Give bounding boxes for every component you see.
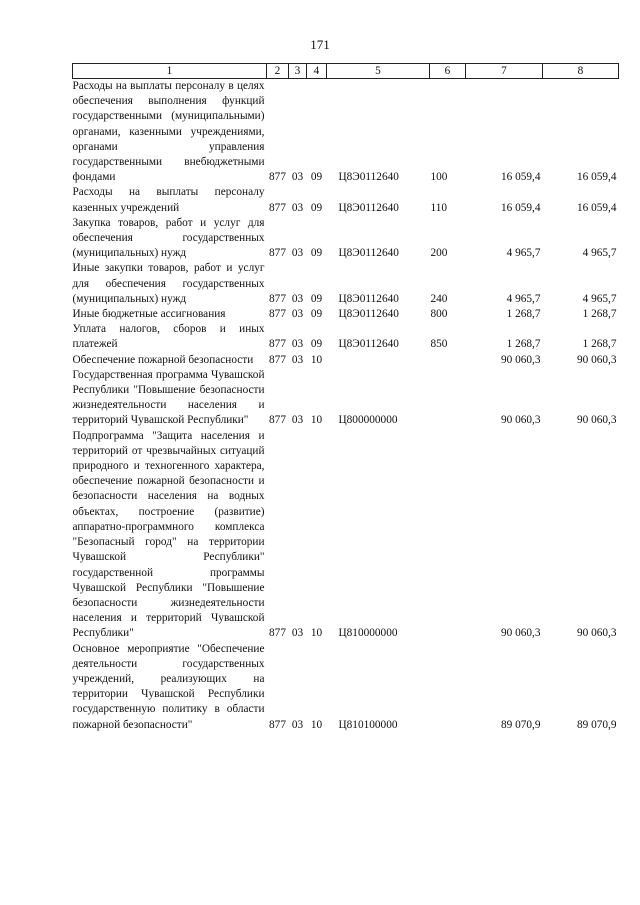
- header-cell-8: 8: [543, 64, 619, 79]
- row-sum-1: 4 965,7: [506, 292, 541, 305]
- row-ministry: 877: [269, 414, 286, 427]
- row-subsection: 09: [310, 338, 323, 351]
- table-row: [73, 79, 619, 186]
- row-target: Ц8Э0112640: [338, 292, 399, 305]
- row-sum-1: 16 059,4: [500, 201, 541, 214]
- row-name: Закупка товаров, работ и услуг для обеспечения государственных (муниципальных) нужд: [72, 216, 265, 260]
- header-cell-1: 1: [73, 64, 267, 79]
- row-name: Подпрограмма "Защита населения и территорий от чрезвычайных ситуаций природного и техногенного характера, обеспечение пожарной безопасности и безопасности населения на водных объектах, построение (развитие) аппаратно-программного комплекса "Безопасный город" на территории Чувашской Республики" государственной программы Чувашской Республики "Повышение безопасности жизнедеятельности населения и территорий Чувашской Республики": [72, 429, 265, 640]
- row-sum-1: 90 060,3: [500, 414, 541, 427]
- table-row: [73, 307, 619, 322]
- row-sum-2: 16 059,4: [576, 201, 617, 214]
- row-section: 03: [291, 338, 304, 351]
- row-sum-2: 1 268,7: [582, 338, 617, 351]
- header-cell-6: 6: [430, 64, 466, 79]
- header-cell-4: 4: [307, 64, 327, 79]
- table-row: [73, 353, 619, 368]
- row-name: Уплата налогов, сборов и иных платежей: [72, 323, 265, 351]
- row-section: 03: [291, 308, 304, 321]
- row-section: 03: [291, 353, 304, 366]
- row-expense-type: 800: [430, 308, 448, 321]
- table-row: [73, 261, 619, 307]
- row-subsection: 10: [310, 718, 323, 731]
- table-body: [73, 79, 619, 733]
- row-name: Основное мероприятие "Обеспечение деятельности государственных учреждений, реализующих на территории Чувашской Республики государственную политику в области пожарной безопасности": [72, 642, 265, 731]
- row-subsection: 09: [310, 292, 323, 305]
- row-sum-1: 4 965,7: [506, 247, 541, 260]
- row-target: Ц810100000: [338, 718, 398, 731]
- row-name: Обеспечение пожарной безопасности: [72, 353, 254, 366]
- row-target: Ц8Э0112640: [338, 171, 399, 184]
- table-row: [73, 322, 619, 352]
- row-subsection: 10: [310, 353, 323, 366]
- row-subsection: 10: [310, 414, 323, 427]
- table-row: [73, 368, 619, 429]
- row-ministry: 877: [269, 627, 286, 640]
- row-target: Ц8Э0112640: [338, 247, 399, 260]
- table-header: [73, 64, 619, 79]
- row-name: Иные закупки товаров, работ и услуг для обеспечения государственных (муниципальных) нужд: [72, 262, 265, 305]
- row-subsection: 09: [310, 201, 323, 214]
- row-target: [327, 353, 430, 368]
- header-row: [73, 64, 619, 79]
- header-cell-2: 2: [267, 64, 289, 79]
- row-expense-type: 240: [430, 292, 448, 305]
- row-sum-1: 90 060,3: [500, 353, 541, 366]
- row-ministry: 877: [269, 247, 286, 260]
- table-row: [73, 642, 619, 733]
- row-section: 03: [291, 247, 304, 260]
- row-section: 03: [291, 718, 304, 731]
- row-section: 03: [291, 292, 304, 305]
- row-section: 03: [291, 201, 304, 214]
- row-expense-type: 100: [430, 171, 448, 184]
- row-name: Расходы на выплаты персоналу казенных учреждений: [72, 186, 265, 214]
- row-ministry: 877: [269, 201, 286, 214]
- budget-table: [72, 63, 619, 733]
- row-subsection: 10: [310, 627, 323, 640]
- header-cell-7: 7: [466, 64, 543, 79]
- row-expense-type: [430, 642, 466, 733]
- row-sum-2: 90 060,3: [576, 627, 617, 640]
- row-sum-2: 89 070,9: [576, 718, 617, 731]
- row-sum-1: 1 268,7: [506, 308, 541, 321]
- row-name: Иные бюджетные ассигнования: [72, 308, 226, 321]
- row-name: Расходы на выплаты персоналу в целях обеспечения выполнения функций государственными (муниципальными) органами, казенными учреждениями, органами управления государственными внебюджетными фондами: [72, 80, 265, 184]
- header-cell-3: 3: [289, 64, 307, 79]
- row-subsection: 09: [310, 171, 323, 184]
- row-section: 03: [291, 414, 304, 427]
- row-ministry: 877: [269, 353, 286, 366]
- row-sum-2: 90 060,3: [576, 353, 617, 366]
- row-ministry: 877: [269, 338, 286, 351]
- table-row: [73, 429, 619, 642]
- row-section: 03: [291, 171, 304, 184]
- table-row: [73, 216, 619, 262]
- row-expense-type: [430, 368, 466, 429]
- row-sum-1: 89 070,9: [500, 718, 541, 731]
- row-ministry: 877: [269, 171, 286, 184]
- header-cell-5: 5: [327, 64, 430, 79]
- row-sum-2: 4 965,7: [582, 292, 617, 305]
- row-expense-type: 200: [430, 247, 448, 260]
- row-expense-type: 110: [430, 201, 448, 214]
- table-row: [73, 185, 619, 215]
- row-ministry: 877: [269, 308, 286, 321]
- row-sum-1: 1 268,7: [506, 338, 541, 351]
- row-sum-2: 16 059,4: [576, 171, 617, 184]
- row-target: Ц810000000: [338, 627, 398, 640]
- row-sum-2: 4 965,7: [582, 247, 617, 260]
- row-ministry: 877: [269, 292, 286, 305]
- row-section: 03: [291, 627, 304, 640]
- row-target: Ц8Э0112640: [338, 201, 399, 214]
- row-sum-2: 1 268,7: [582, 308, 617, 321]
- row-sum-2: 90 060,3: [576, 414, 617, 427]
- row-target: Ц800000000: [338, 414, 398, 427]
- row-target: Ц8Э0112640: [338, 338, 399, 351]
- page-number: 171: [310, 37, 330, 52]
- row-ministry: 877: [269, 718, 286, 731]
- row-subsection: 09: [310, 308, 323, 321]
- row-sum-1: 90 060,3: [500, 627, 541, 640]
- row-name: Государственная программа Чувашской Республики "Повышение безопасности жизнедеятельности населения и территорий Чувашской Республики": [72, 368, 265, 427]
- row-target: Ц8Э0112640: [338, 308, 399, 321]
- row-subsection: 09: [310, 247, 323, 260]
- row-sum-1: 16 059,4: [500, 171, 541, 184]
- row-expense-type: 850: [430, 338, 448, 351]
- row-expense-type: [430, 353, 466, 368]
- row-expense-type: [430, 429, 466, 642]
